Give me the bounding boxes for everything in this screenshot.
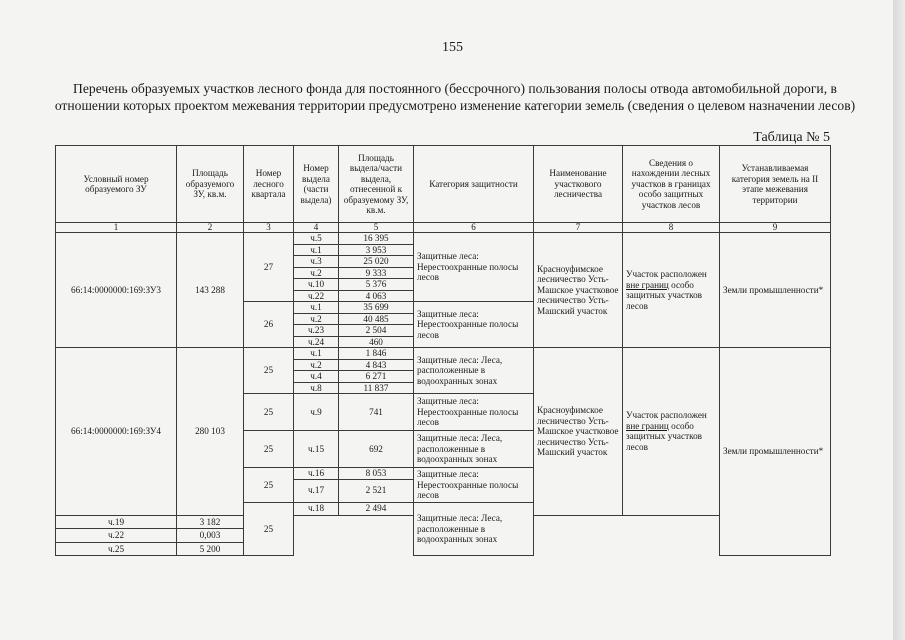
column-number: 1 [56, 223, 177, 233]
vydel-area-cell: 1 846 [339, 348, 414, 360]
quarter-cell: 25 [244, 502, 294, 556]
vydel-area-cell: 4 843 [339, 359, 414, 371]
vydel-cell: ч.17 [294, 479, 339, 502]
column-number-row [56, 223, 831, 233]
zu-area-cell: 280 103 [177, 348, 244, 516]
vydel-area-cell: 0,003 [177, 529, 244, 542]
column-number: 2 [177, 223, 244, 233]
protection-cell: Защитные леса: Нерестоохранные полосы лесов [414, 233, 534, 302]
vydel-area-cell: 2 521 [339, 479, 414, 502]
header-protected-areas: Сведения о нахождении лесных участков в границах особо защитных участков лесов [623, 146, 720, 223]
protection-cell: Защитные леса: Леса, расположенные в водоохранных зонах [414, 348, 534, 394]
zu-number-cell: 66:14:0000000:169:ЗУ4 [56, 348, 177, 516]
vydel-area-cell: 4 063 [339, 290, 414, 302]
protected-underlined: вне границ [626, 279, 669, 290]
table-caption: Таблица № 5 [753, 130, 830, 145]
quarter-cell: 27 [244, 233, 294, 302]
protection-cell: Защитные леса: Нерестоохранные полосы лесов [414, 302, 534, 348]
land-category-cell: Земли промышленности* [720, 233, 831, 348]
header-forestry: Наименование участкового лесничества [534, 146, 623, 223]
quarter-cell: 25 [244, 468, 294, 503]
vydel-area-cell: 2 494 [339, 502, 414, 515]
protected-prefix: Участок расположен [626, 410, 707, 421]
protected-areas-cell [623, 348, 720, 516]
vydel-area-cell: 2 504 [339, 325, 414, 337]
vydel-area-cell: 5 200 [177, 542, 244, 555]
zu-number-cell: 66:14:0000000:169:ЗУ3 [56, 233, 177, 348]
page-edge-shadow [893, 0, 905, 640]
vydel-cell: ч.4 [294, 371, 339, 383]
protected-areas-cell [623, 233, 720, 348]
vydel-cell: ч.9 [294, 394, 339, 431]
vydel-area-cell: 5 376 [339, 279, 414, 291]
forestry-cell: Красноуфимское лесничество Усть-Машское участковое лесничество Усть-Машский участок [534, 348, 623, 516]
header-vydel: Номер выдела (части выдела) [294, 146, 339, 223]
vydel-area-cell: 11 837 [339, 382, 414, 394]
protected-suffix: особо защитных участков лесов [626, 279, 703, 311]
column-number: 6 [414, 223, 534, 233]
vydel-cell: ч.22 [294, 290, 339, 302]
vydel-area-cell: 40 485 [339, 313, 414, 325]
page-number: 155 [442, 40, 463, 55]
protection-cell: Защитные леса: Нерестоохранные полосы лесов [414, 468, 534, 503]
quarter-cell: 25 [244, 431, 294, 468]
vydel-cell: ч.2 [294, 359, 339, 371]
quarter-cell: 26 [244, 302, 294, 348]
table-row [56, 348, 831, 360]
table-body [56, 233, 831, 556]
column-number: 9 [720, 223, 831, 233]
column-number: 5 [339, 223, 414, 233]
header-zu-area: Площадь образуемого ЗУ, кв.м. [177, 146, 244, 223]
column-number: 8 [623, 223, 720, 233]
vydel-cell: ч.19 [56, 515, 177, 528]
column-number: 7 [534, 223, 623, 233]
vydel-area-cell: 741 [339, 394, 414, 431]
document-title: Перечень образуемых участков лесного фонда для постоянного (бессрочного) пользования полосы отвода автомобильной дороги, в отношении которых проектом межевания территории предусмотрено изменение категории земель (сведения о целевом назначении лесов) [54, 81, 856, 113]
table-row [56, 233, 831, 245]
vydel-cell: ч.2 [294, 313, 339, 325]
column-number: 4 [294, 223, 339, 233]
quarter-cell: 25 [244, 348, 294, 394]
protection-cell: Защитные леса: Нерестоохранные полосы лесов [414, 394, 534, 431]
vydel-cell: ч.15 [294, 431, 339, 468]
forest-plots-table [55, 145, 831, 556]
protected-suffix: особо защитных участков лесов [626, 420, 703, 452]
vydel-cell: ч.22 [56, 529, 177, 542]
vydel-area-cell: 9 333 [339, 267, 414, 279]
header-land-category: Устанавливаемая категория земель на II этапе межевания территории [720, 146, 831, 223]
protected-underlined: вне границ [626, 420, 669, 431]
vydel-area-cell: 25 020 [339, 256, 414, 268]
vydel-area-cell: 692 [339, 431, 414, 468]
vydel-cell: ч.18 [294, 502, 339, 515]
vydel-area-cell: 460 [339, 336, 414, 348]
header-row [56, 146, 831, 223]
vydel-cell: ч.23 [294, 325, 339, 337]
protection-cell: Защитные леса: Леса, расположенные в водоохранных зонах [414, 502, 534, 556]
vydel-cell: ч.24 [294, 336, 339, 348]
vydel-area-cell: 3 182 [177, 515, 244, 528]
vydel-cell: ч.16 [294, 468, 339, 480]
vydel-cell: ч.1 [294, 348, 339, 360]
header-vydel-area: Площадь выдела/части выдела, отнесенной к образуемому ЗУ, кв.м. [339, 146, 414, 223]
vydel-cell: ч.10 [294, 279, 339, 291]
vydel-cell: ч.1 [294, 244, 339, 256]
vydel-cell: ч.25 [56, 542, 177, 555]
vydel-area-cell: 8 053 [339, 468, 414, 480]
vydel-area-cell: 6 271 [339, 371, 414, 383]
column-number: 3 [244, 223, 294, 233]
land-category-cell: Земли промышленности* [720, 348, 831, 556]
zu-area-cell: 143 288 [177, 233, 244, 348]
header-quarter: Номер лесного квартала [244, 146, 294, 223]
protection-cell: Защитные леса: Леса, расположенные в водоохранных зонах [414, 431, 534, 468]
vydel-cell: ч.2 [294, 267, 339, 279]
vydel-cell: ч.1 [294, 302, 339, 314]
forestry-cell: Красноуфимское лесничество Усть-Машское участковое лесничество Усть-Машский участок [534, 233, 623, 348]
header-protection: Категория защитности [414, 146, 534, 223]
vydel-cell: ч.3 [294, 256, 339, 268]
protected-prefix: Участок расположен [626, 269, 707, 279]
quarter-cell: 25 [244, 394, 294, 431]
vydel-area-cell: 3 953 [339, 244, 414, 256]
header-zu-number: Условный номер образуемого ЗУ [56, 146, 177, 223]
vydel-cell: ч.8 [294, 382, 339, 394]
vydel-cell: ч.5 [294, 233, 339, 245]
vydel-area-cell: 35 699 [339, 302, 414, 314]
vydel-area-cell: 16 395 [339, 233, 414, 245]
